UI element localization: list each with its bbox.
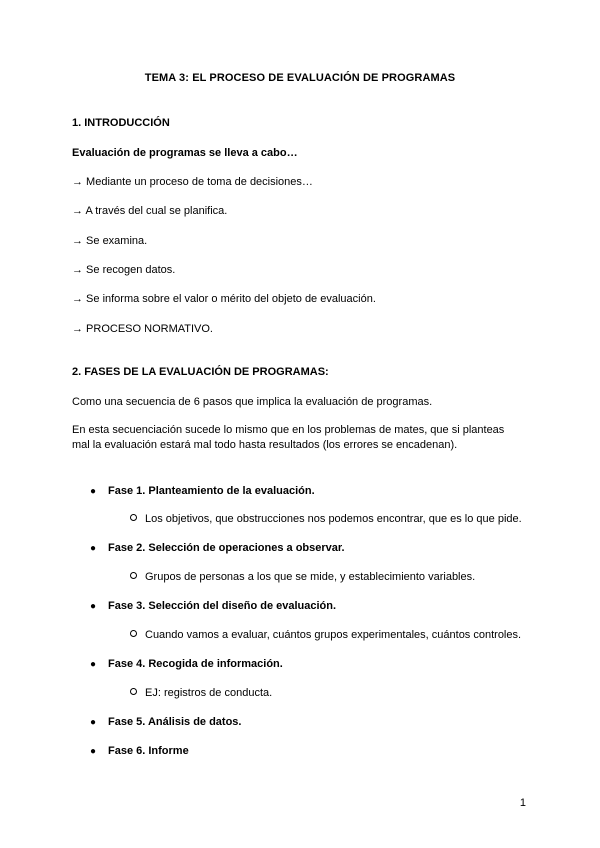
section-1-heading: 1. INTRODUCCIÓN [72, 117, 170, 129]
phase-subitem-text: EJ: registros de conducta. [145, 687, 273, 699]
intro-item-6: → PROCESO NORMATIVO. [72, 323, 213, 335]
bullet-icon: ● [90, 601, 97, 612]
bullet-icon: ● [90, 543, 97, 554]
phase-label: Fase 1. Planteamiento de la evaluación. [108, 485, 315, 497]
section-2-heading: 2. FASES DE LA EVALUACIÓN DE PROGRAMAS: [72, 366, 329, 378]
phase-subitem-text: Grupos de personas a los que se mide, y establecimiento variables. [145, 571, 476, 583]
intro-item-2: → A través del cual se planifica. [72, 205, 228, 217]
phase-subitem-text: Cuando vamos a evaluar, cuántos grupos experimentales, cuántos controles. [145, 629, 522, 641]
intro-item-1: → Mediante un proceso de toma de decisiones… [72, 176, 313, 188]
phase-label: Fase 3. Selección del diseño de evaluación. [108, 600, 337, 612]
phase-label: Fase 6. Informe [108, 745, 189, 757]
phase-subitem [126, 629, 521, 641]
phase-label: Fase 2. Selección de operaciones a observar. [108, 542, 345, 554]
section-1-lead: Evaluación de programas se lleva a cabo… [72, 147, 298, 159]
page-number: 1 [519, 797, 526, 809]
intro-item-5: → Se informa sobre el valor o mérito del objeto de evaluación. [72, 293, 376, 305]
bullet-icon: ● [90, 659, 97, 670]
phase-subitem [126, 687, 272, 699]
phase-item [90, 658, 283, 670]
phase-item [90, 542, 345, 554]
document-title: TEMA 3: EL PROCESO DE EVALUACIÓN DE PROGRAMAS [144, 72, 456, 84]
hollow-bullet-icon [130, 688, 137, 695]
hollow-bullet-icon [130, 514, 137, 521]
phase-subitem [126, 513, 522, 525]
phase-item [90, 745, 189, 757]
phase-item [90, 485, 315, 497]
hollow-bullet-icon [130, 572, 137, 579]
phase-label: Fase 5. Análisis de datos. [108, 716, 242, 728]
intro-item-3: → Se examina. [72, 235, 148, 247]
phase-subitem-text: Los objetivos, que obstrucciones nos podemos encontrar, que es lo que pide. [145, 513, 522, 525]
section-2-paragraph-line-1: En esta secuenciación sucede lo mismo que en los problemas de mates, que si planteas [72, 424, 505, 436]
phase-item [90, 716, 241, 728]
intro-item-4: → Se recogen datos. [72, 264, 176, 276]
bullet-icon: ● [90, 717, 97, 728]
bullet-icon: ● [90, 486, 97, 497]
section-2-paragraph-line-2: mal la evaluación estará mal todo hasta resultados (los errores se encadenan). [72, 439, 458, 451]
hollow-bullet-icon [130, 630, 137, 637]
phase-label: Fase 4. Recogida de información. [108, 658, 283, 670]
section-2-intro: Como una secuencia de 6 pasos que implica la evaluación de programas. [72, 396, 433, 408]
phase-item [90, 600, 336, 612]
phase-subitem [126, 571, 475, 583]
bullet-icon: ● [90, 746, 97, 757]
